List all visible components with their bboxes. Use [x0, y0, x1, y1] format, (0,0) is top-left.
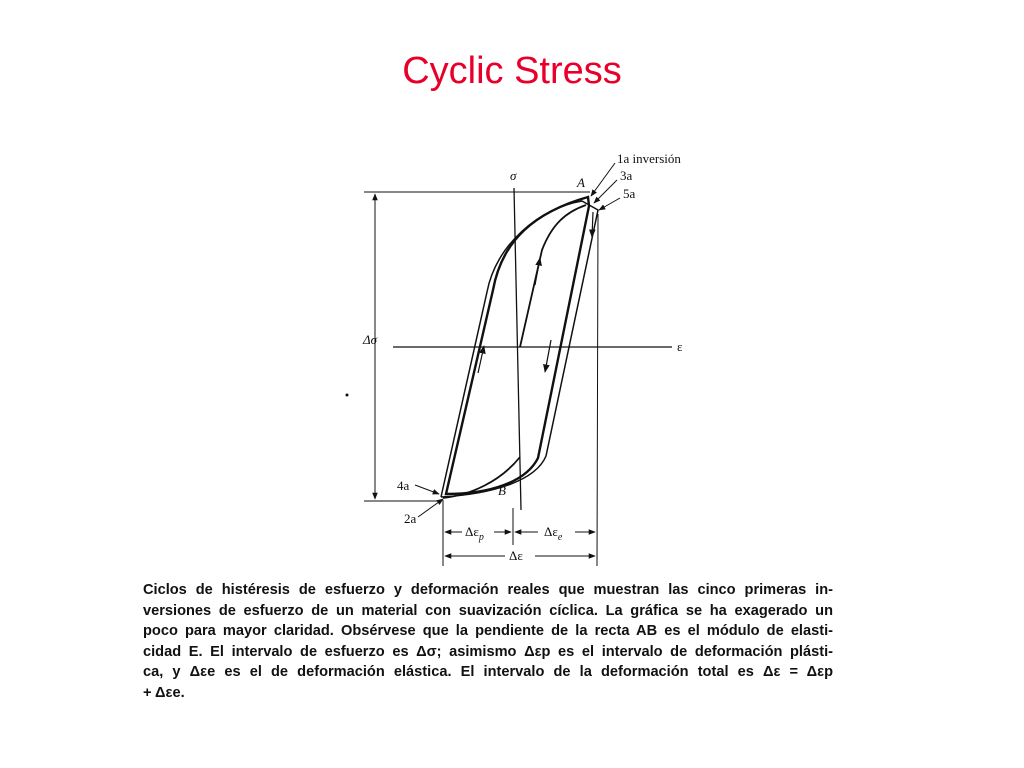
leader-5a — [599, 198, 620, 210]
delta-eps-e-symbol: Δε — [544, 524, 558, 539]
label-1a-inversion: 1a inversión — [617, 151, 681, 166]
sigma-axis-label: σ — [510, 168, 517, 183]
leader-4a — [415, 485, 439, 494]
caption-line: poco para mayor claridad. Obsérvese que la pendiente de la recta AB es el módulo de elasti- — [143, 623, 833, 639]
leader-1a — [591, 163, 615, 196]
point-A-label: A — [577, 175, 585, 190]
delta-eps-p-symbol: Δε — [465, 524, 479, 539]
delta-eps-p-label — [465, 524, 484, 543]
label-5a: 5a — [623, 186, 636, 201]
label-4a: 4a — [397, 478, 410, 493]
figure-caption — [143, 580, 833, 703]
caption-line: ca, y Δεe es el de deformación elástica. El intervalo de la deformación total es Δε = Δεp — [143, 664, 833, 680]
delta-eps-p-sub: p — [478, 532, 484, 543]
leader-2a — [418, 499, 443, 517]
delta-eps-e-label — [544, 524, 563, 543]
epsilon-axis-label: ε — [677, 339, 683, 354]
point-B-label: B — [498, 483, 506, 498]
delta-eps-label: Δε — [509, 548, 523, 563]
caption-line: Ciclos de histéresis de esfuerzo y deformación reales que muestran las cinco primeras in- — [143, 582, 833, 598]
arrow-up-mid — [535, 258, 540, 285]
label-3a: 3a — [620, 168, 633, 183]
caption-line: versiones de esfuerzo de un material con suavización cíclica. La gráfica se ha exagerado un — [143, 602, 833, 619]
leader-3a — [594, 180, 617, 203]
arrow-down-right — [545, 340, 551, 372]
label-2a: 2a — [404, 511, 417, 526]
delta-eps-e-sub: e — [557, 532, 563, 543]
delta-sigma-label: Δσ — [363, 332, 378, 347]
caption-line: + Δεe. — [143, 684, 185, 701]
ext-right-vertical — [597, 214, 598, 566]
stray-dot — [346, 394, 349, 397]
caption-line: cidad E. El intervalo de esfuerzo es Δσ; asimismo Δεp es el intervalo de deformación plásti- — [143, 643, 833, 660]
slide-title: Cyclic Stress — [402, 50, 622, 92]
